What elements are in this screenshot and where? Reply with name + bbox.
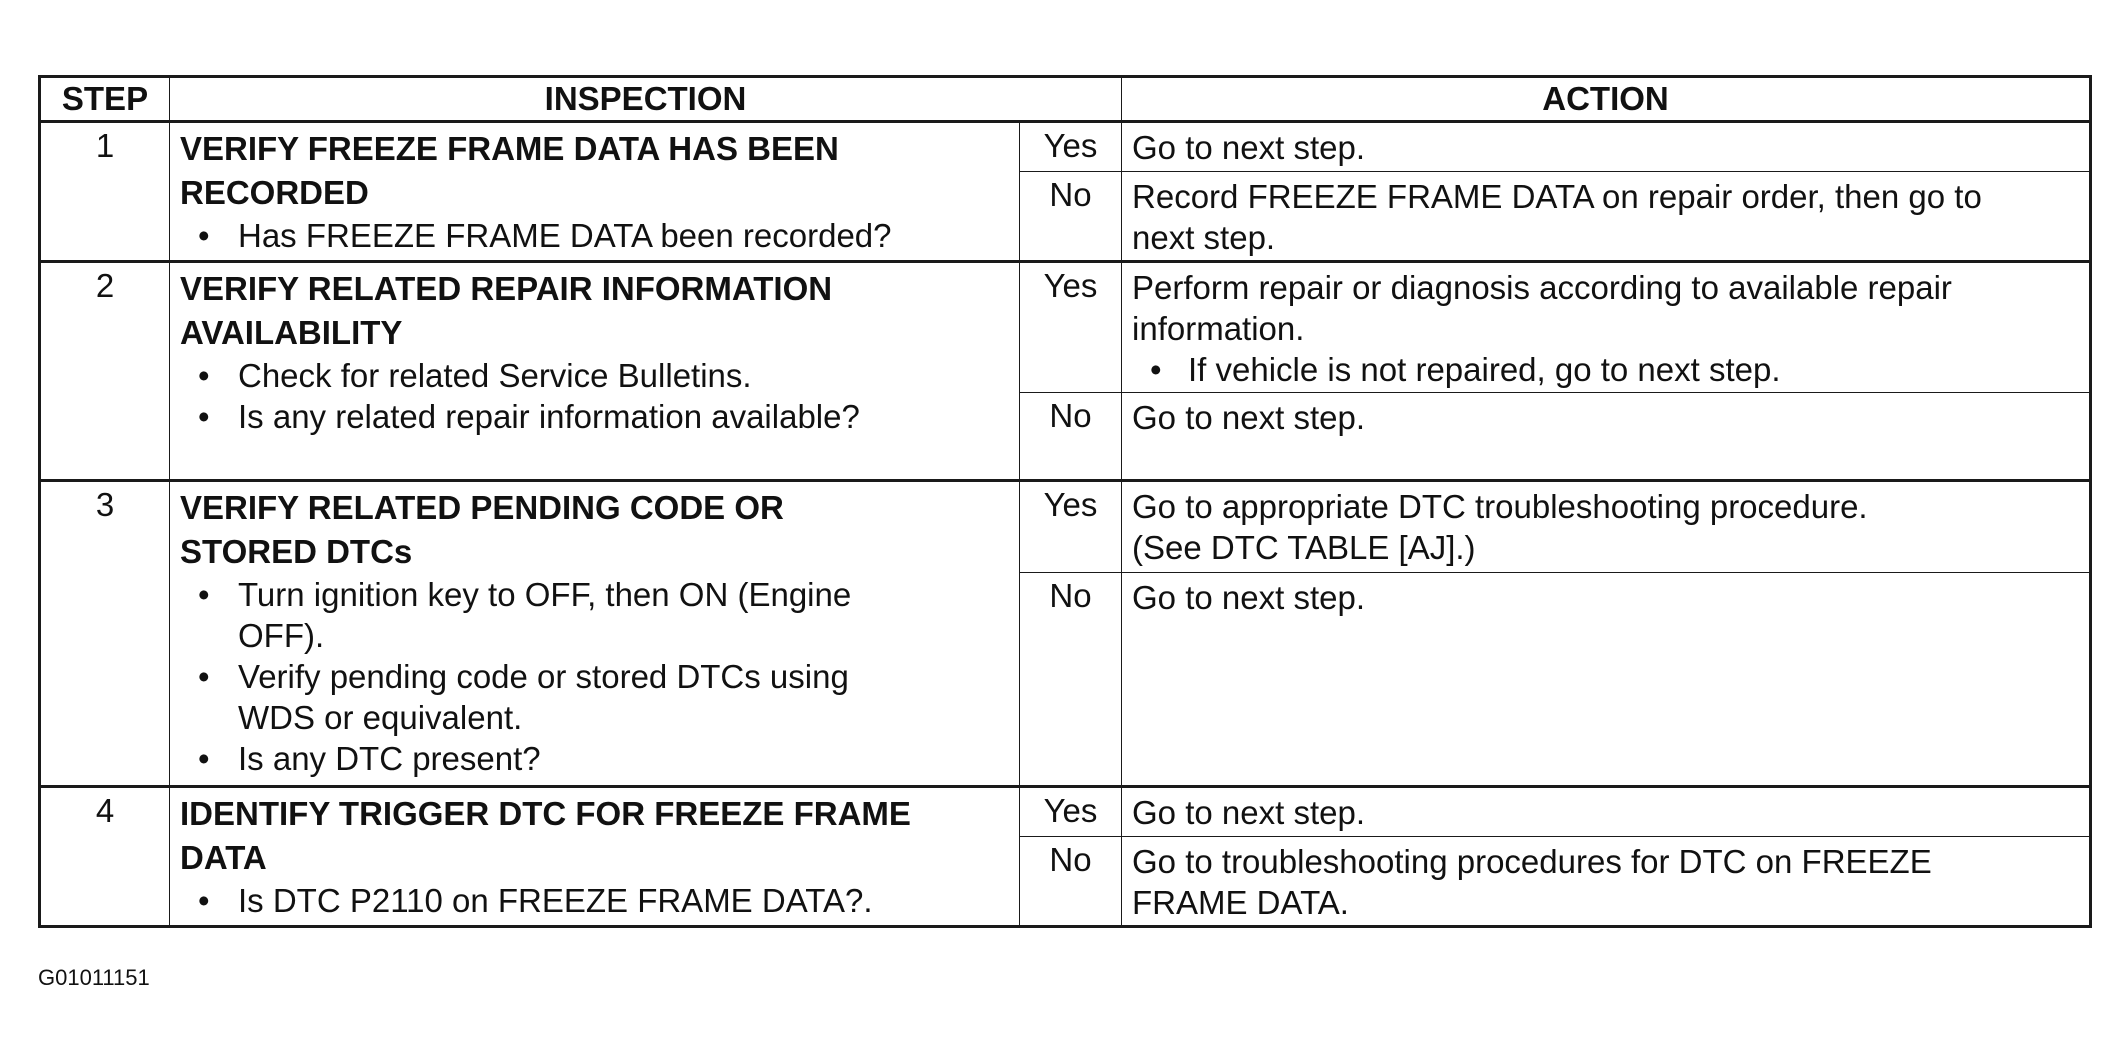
action-line: Go to troubleshooting procedures for DTC on FREEZE	[1132, 843, 1932, 880]
action-line: information.	[1132, 310, 1305, 347]
step-inspection	[170, 122, 1020, 262]
yes-label: Yes	[1020, 122, 1122, 172]
diagnostic-procedure-table	[38, 75, 2092, 928]
step-row-3-yes	[40, 481, 2091, 573]
no-label: No	[1020, 837, 1122, 927]
yes-label: Yes	[1020, 262, 1122, 393]
step-number: 4	[40, 787, 170, 927]
step-number: 2	[40, 262, 170, 481]
action-line: Record FREEZE FRAME DATA on repair order, then go to	[1132, 178, 1982, 215]
yes-action	[1122, 262, 2091, 393]
step-inspection	[170, 262, 1020, 481]
inspection-title-line: DATA	[180, 839, 267, 876]
inspection-title-line: VERIFY FREEZE FRAME DATA HAS BEEN	[180, 130, 839, 167]
header-inspection: INSPECTION	[170, 77, 1122, 122]
inspection-bullets	[180, 880, 1009, 921]
no-label: No	[1020, 172, 1122, 262]
action-line: Go to next step.	[1132, 579, 1365, 616]
header-action: ACTION	[1122, 77, 2091, 122]
bullet-icon: •	[1150, 351, 1162, 388]
action-line: Go to appropriate DTC troubleshooting procedure.	[1132, 488, 1868, 525]
no-action	[1122, 573, 2091, 787]
bullet-icon: •	[198, 658, 210, 695]
inspection-title-line: VERIFY RELATED PENDING CODE OR	[180, 489, 784, 526]
bullet-icon: •	[198, 882, 210, 919]
inspection-title-line: RECORDED	[180, 174, 369, 211]
no-action	[1122, 393, 2091, 481]
inspection-bullets	[180, 574, 1009, 779]
inspection-bullet: • Is any related repair information available?	[198, 398, 860, 435]
inspection-bullet: • Turn ignition key to OFF, then ON (Engine OFF).	[198, 576, 852, 654]
step-inspection	[170, 787, 1020, 927]
step-row-4-yes	[40, 787, 2091, 837]
bullet-icon: •	[198, 398, 210, 435]
step-number: 3	[40, 481, 170, 787]
action-line: Go to next step.	[1132, 794, 1365, 831]
action-line: Go to next step.	[1132, 399, 1365, 436]
inspection-bullets	[180, 215, 1009, 256]
action-line: (See DTC TABLE [AJ].)	[1132, 529, 1476, 566]
action-line: Go to next step.	[1132, 129, 1365, 166]
yes-action	[1122, 122, 2091, 172]
inspection-bullet: • Check for related Service Bulletins.	[198, 357, 752, 394]
header-step: STEP	[40, 77, 170, 122]
inspection-bullets	[180, 355, 1009, 437]
inspection-title-line: AVAILABILITY	[180, 314, 403, 351]
step-row-1-yes	[40, 122, 2091, 172]
action-line: Perform repair or diagnosis according to available repair	[1132, 269, 1952, 306]
bullet-icon: •	[198, 576, 210, 613]
action-bullets	[1132, 349, 2079, 390]
no-label: No	[1020, 573, 1122, 787]
yes-label: Yes	[1020, 787, 1122, 837]
no-action	[1122, 172, 2091, 262]
table-header-row	[40, 77, 2091, 122]
yes-action	[1122, 787, 2091, 837]
yes-action	[1122, 481, 2091, 573]
action-line: FRAME DATA.	[1132, 884, 1349, 921]
bullet-icon: •	[198, 740, 210, 777]
bullet-icon: •	[198, 217, 210, 254]
inspection-title-line: VERIFY RELATED REPAIR INFORMATION	[180, 270, 833, 307]
figure-id: G01011151	[38, 965, 150, 990]
step-inspection	[170, 481, 1020, 787]
no-action	[1122, 837, 2091, 927]
inspection-bullet: • Has FREEZE FRAME DATA been recorded?	[198, 217, 892, 254]
inspection-bullet: • Is DTC P2110 on FREEZE FRAME DATA?.	[198, 882, 873, 919]
inspection-bullet: • Verify pending code or stored DTCs using WDS or equivalent.	[198, 658, 849, 736]
inspection-title-line: STORED DTCs	[180, 533, 413, 570]
inspection-bullet: • Is any DTC present?	[198, 740, 541, 777]
bullet-icon: •	[198, 357, 210, 394]
no-label: No	[1020, 393, 1122, 481]
action-bullet: • If vehicle is not repaired, go to next step.	[1150, 351, 1781, 388]
step-row-2-yes	[40, 262, 2091, 393]
inspection-title-line: IDENTIFY TRIGGER DTC FOR FREEZE FRAME	[180, 795, 911, 832]
action-line: next step.	[1132, 219, 1276, 256]
step-number: 1	[40, 122, 170, 262]
yes-label: Yes	[1020, 481, 1122, 573]
